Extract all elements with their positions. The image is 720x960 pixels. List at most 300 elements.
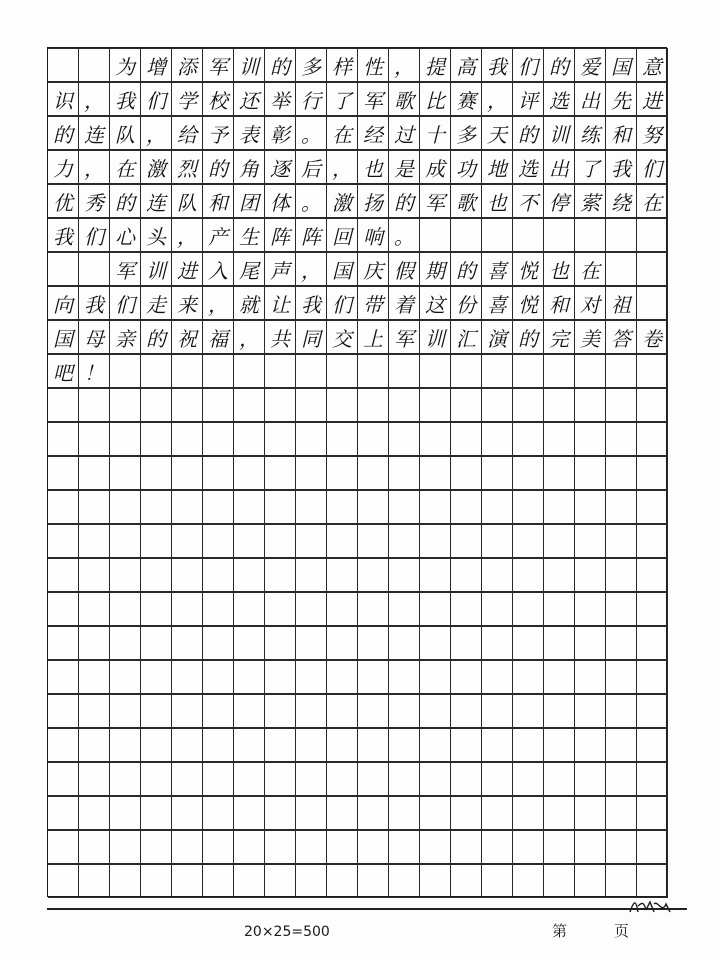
grid-cell xyxy=(141,830,172,864)
handwritten-char: 悦 xyxy=(518,292,538,317)
grid-cell xyxy=(451,218,482,252)
grid-cell xyxy=(110,626,141,660)
handwritten-char: 校 xyxy=(208,88,228,113)
handwritten-char: 军 xyxy=(115,258,135,283)
grid-cell xyxy=(544,558,575,592)
grid-cell xyxy=(110,218,141,252)
grid-cell xyxy=(575,626,606,660)
grid-cell xyxy=(327,762,358,796)
handwritten-char: 完 xyxy=(549,326,569,351)
handwritten-char: 和 xyxy=(208,190,228,215)
grid-cell xyxy=(327,660,358,694)
grid-cell xyxy=(513,116,544,150)
handwritten-char: 母 xyxy=(84,326,104,351)
grid-cell xyxy=(451,184,482,218)
grid-cell xyxy=(606,252,637,286)
grid-cell xyxy=(79,150,110,184)
grid-cell xyxy=(265,864,296,898)
handwritten-char: 扬 xyxy=(363,190,383,215)
grid-cell xyxy=(327,558,358,592)
grid-cell xyxy=(48,728,79,762)
grid-cell xyxy=(482,490,513,524)
handwritten-char: 识 xyxy=(53,88,73,113)
grid-cell xyxy=(141,796,172,830)
grid-cell xyxy=(203,762,234,796)
grid-cell xyxy=(482,558,513,592)
handwritten-char: 赛 xyxy=(456,88,476,113)
handwritten-char: 的 xyxy=(394,190,414,215)
grid-cell xyxy=(513,150,544,184)
grid-cell xyxy=(234,558,265,592)
grid-cell xyxy=(110,796,141,830)
handwritten-char: 为 xyxy=(115,54,135,79)
handwritten-char: 激 xyxy=(146,156,166,181)
grid-cell xyxy=(172,286,203,320)
grid-cell xyxy=(358,864,389,898)
grid-cell xyxy=(79,830,110,864)
grid-cell xyxy=(234,796,265,830)
grid-cell xyxy=(513,558,544,592)
grid-cell xyxy=(79,490,110,524)
grid-cell xyxy=(575,762,606,796)
handwritten-char: 来 xyxy=(177,292,197,317)
grid-cell xyxy=(451,762,482,796)
handwritten-char: ， xyxy=(487,88,507,113)
handwritten-char: 假 xyxy=(394,258,414,283)
handwritten-char: 亲 xyxy=(115,326,135,351)
grid-cell xyxy=(79,82,110,116)
grid-cell xyxy=(389,354,420,388)
grid-cell xyxy=(451,252,482,286)
grid-cell xyxy=(451,354,482,388)
handwritten-char: 军 xyxy=(363,88,383,113)
grid-cell xyxy=(327,864,358,898)
grid-cell xyxy=(544,864,575,898)
grid-cell xyxy=(482,524,513,558)
grid-cell xyxy=(544,48,575,82)
grid-cell xyxy=(296,456,327,490)
grid-cell xyxy=(544,150,575,184)
grid-cell xyxy=(637,864,668,898)
handwritten-char: 力 xyxy=(53,156,73,181)
grid-cell xyxy=(141,82,172,116)
grid-cell xyxy=(172,524,203,558)
grid-cell xyxy=(420,150,451,184)
grid-cell xyxy=(265,150,296,184)
grid-cell xyxy=(110,558,141,592)
grid-cell xyxy=(513,456,544,490)
handwritten-char: 练 xyxy=(580,122,600,147)
grid-cell xyxy=(327,48,358,82)
handwritten-char: 先 xyxy=(611,88,631,113)
handwritten-char: 选 xyxy=(549,88,569,113)
grid-cell xyxy=(544,116,575,150)
grid-cell xyxy=(234,184,265,218)
grid-cell xyxy=(358,286,389,320)
grid-cell xyxy=(482,218,513,252)
grid-cell xyxy=(389,456,420,490)
handwritten-char: 心 xyxy=(115,224,135,249)
page-prefix-label: 第 xyxy=(552,922,568,940)
handwritten-char: 我 xyxy=(53,224,73,249)
grid-cell xyxy=(358,48,389,82)
grid-cell xyxy=(606,694,637,728)
grid-cell xyxy=(606,456,637,490)
grid-row xyxy=(48,184,668,218)
grid-cell xyxy=(234,490,265,524)
grid-cell xyxy=(234,218,265,252)
handwritten-char: 了 xyxy=(580,156,600,181)
grid-cell xyxy=(420,286,451,320)
handwritten-char: 走 xyxy=(146,292,166,317)
grid-cell xyxy=(420,762,451,796)
grid-cell xyxy=(79,388,110,422)
handwritten-char: 队 xyxy=(177,190,197,215)
handwritten-char: 的 xyxy=(456,258,476,283)
grid-cell xyxy=(110,592,141,626)
grid-cell xyxy=(575,524,606,558)
handwritten-char: ， xyxy=(84,156,104,181)
grid-cell xyxy=(234,524,265,558)
grid-cell xyxy=(327,320,358,354)
grid-cell xyxy=(79,524,110,558)
handwritten-char: 成 xyxy=(425,156,445,181)
grid-cell xyxy=(637,490,668,524)
grid-cell xyxy=(451,796,482,830)
grid-cell xyxy=(420,184,451,218)
grid-cell xyxy=(544,490,575,524)
handwritten-char: 体 xyxy=(270,190,290,215)
grid-cell xyxy=(265,116,296,150)
grid-cell xyxy=(48,626,79,660)
grid-cell xyxy=(482,252,513,286)
handwritten-char: 悦 xyxy=(518,258,538,283)
grid-cell xyxy=(358,558,389,592)
handwritten-char: 评 xyxy=(518,88,538,113)
handwritten-char: 训 xyxy=(146,258,166,283)
grid-cell xyxy=(606,218,637,252)
grid-cell xyxy=(513,524,544,558)
grid-cell xyxy=(451,660,482,694)
grid-cell xyxy=(296,320,327,354)
grid-cell xyxy=(575,354,606,388)
grid-cell xyxy=(358,796,389,830)
grid-cell xyxy=(265,218,296,252)
grid-cell xyxy=(172,796,203,830)
handwritten-char: 比 xyxy=(425,88,445,113)
handwritten-char: 连 xyxy=(146,190,166,215)
grid-cell xyxy=(110,830,141,864)
handwritten-char: 也 xyxy=(487,190,507,215)
handwritten-char: 彰 xyxy=(270,122,290,147)
grid-cell xyxy=(48,864,79,898)
grid-cell xyxy=(110,422,141,456)
grid-cell xyxy=(482,796,513,830)
grid-cell xyxy=(79,558,110,592)
handwritten-char: 我 xyxy=(487,54,507,79)
handwritten-char: 美 xyxy=(580,326,600,351)
grid-cell xyxy=(358,490,389,524)
grid-cell xyxy=(327,252,358,286)
grid-cell xyxy=(203,286,234,320)
grid-cell xyxy=(327,184,358,218)
baseline-rule xyxy=(47,908,687,910)
handwritten-char: 国 xyxy=(53,326,73,351)
grid-cell xyxy=(420,218,451,252)
grid-cell xyxy=(296,830,327,864)
grid-cell xyxy=(79,320,110,354)
grid-cell xyxy=(606,558,637,592)
grid-cell xyxy=(482,48,513,82)
grid-cell xyxy=(48,320,79,354)
grid-cell xyxy=(48,422,79,456)
grid-cell xyxy=(203,116,234,150)
grid-cell xyxy=(606,864,637,898)
handwritten-char: 选 xyxy=(518,156,538,181)
grid-cell xyxy=(48,694,79,728)
handwritten-char: 响 xyxy=(363,224,383,249)
grid-cell xyxy=(79,626,110,660)
grid-cell xyxy=(606,388,637,422)
grid-cell xyxy=(575,422,606,456)
grid-cell xyxy=(482,864,513,898)
grid-cell xyxy=(389,592,420,626)
grid-cell xyxy=(544,422,575,456)
grid-cell xyxy=(327,422,358,456)
grid-cell xyxy=(172,422,203,456)
handwritten-char: 吧 xyxy=(53,360,73,385)
grid-cell xyxy=(203,660,234,694)
grid-cell xyxy=(420,354,451,388)
grid-cell xyxy=(606,524,637,558)
grid-cell xyxy=(606,116,637,150)
grid-cell xyxy=(234,82,265,116)
grid-cell xyxy=(265,456,296,490)
grid-cell xyxy=(48,524,79,558)
grid-cell xyxy=(358,82,389,116)
handwritten-char: 训 xyxy=(549,122,569,147)
grid-cell xyxy=(637,354,668,388)
handwritten-char: 训 xyxy=(425,326,445,351)
handwritten-char: 阵 xyxy=(270,224,290,249)
grid-cell xyxy=(79,728,110,762)
grid-cell xyxy=(203,354,234,388)
grid-cell xyxy=(544,762,575,796)
grid-cell xyxy=(420,422,451,456)
grid-cell xyxy=(544,728,575,762)
grid-row xyxy=(48,388,668,422)
handwritten-char: 地 xyxy=(487,156,507,181)
handwritten-char: 。 xyxy=(301,122,321,147)
grid-cell xyxy=(110,864,141,898)
handwritten-char: ， xyxy=(146,122,166,147)
grid-cell xyxy=(110,456,141,490)
grid-cell xyxy=(451,490,482,524)
grid-cell xyxy=(203,422,234,456)
grid-cell xyxy=(203,456,234,490)
grid-cell xyxy=(575,48,606,82)
grid-cell xyxy=(265,524,296,558)
handwritten-char: 们 xyxy=(518,54,538,79)
handwritten-char: 在 xyxy=(642,190,662,215)
grid-cell xyxy=(420,626,451,660)
handwritten-char: 生 xyxy=(239,224,259,249)
grid-cell xyxy=(606,354,637,388)
handwritten-char: 回 xyxy=(332,224,352,249)
grid-cell xyxy=(234,694,265,728)
grid-cell xyxy=(389,48,420,82)
grid-cell xyxy=(637,422,668,456)
grid-row xyxy=(48,150,668,184)
grid-cell xyxy=(389,660,420,694)
grid-cell xyxy=(48,796,79,830)
grid-row xyxy=(48,286,668,320)
grid-cell xyxy=(79,422,110,456)
grid-cell xyxy=(110,252,141,286)
grid-cell xyxy=(265,490,296,524)
grid-cell xyxy=(637,48,668,82)
handwritten-char: 国 xyxy=(611,54,631,79)
grid-cell xyxy=(110,490,141,524)
grid-cell xyxy=(451,116,482,150)
grid-row xyxy=(48,218,668,252)
grid-cell xyxy=(358,694,389,728)
handwritten-char: 在 xyxy=(580,258,600,283)
handwritten-char: ， xyxy=(84,88,104,113)
grid-cell xyxy=(110,150,141,184)
grid-cell xyxy=(48,184,79,218)
grid-cell xyxy=(203,218,234,252)
grid-cell xyxy=(420,796,451,830)
handwritten-char: 予 xyxy=(208,122,228,147)
handwritten-char: 答 xyxy=(611,326,631,351)
grid-cell xyxy=(451,422,482,456)
grid-cell xyxy=(203,558,234,592)
grid-cell xyxy=(296,388,327,422)
grid-cell xyxy=(48,82,79,116)
grid-cell xyxy=(389,490,420,524)
grid-cell xyxy=(420,252,451,286)
grid-cell xyxy=(327,728,358,762)
grid-cell xyxy=(606,626,637,660)
handwritten-char: ， xyxy=(208,292,228,317)
grid-cell xyxy=(79,218,110,252)
grid-cell xyxy=(48,762,79,796)
grid-cell xyxy=(327,286,358,320)
grid-cell xyxy=(296,218,327,252)
grid-cell xyxy=(234,354,265,388)
grid-cell xyxy=(389,694,420,728)
handwritten-char: 就 xyxy=(239,292,259,317)
grid-cell xyxy=(327,388,358,422)
handwritten-char: 秀 xyxy=(84,190,104,215)
handwritten-char: 共 xyxy=(270,326,290,351)
grid-cell xyxy=(172,490,203,524)
handwritten-char: 还 xyxy=(239,88,259,113)
handwritten-char: 提 xyxy=(425,54,445,79)
grid-cell xyxy=(482,762,513,796)
grid-cell xyxy=(606,660,637,694)
grid-row xyxy=(48,660,668,694)
grid-cell xyxy=(79,864,110,898)
grid-cell xyxy=(575,694,606,728)
grid-cell xyxy=(358,388,389,422)
grid-cell xyxy=(358,422,389,456)
grid-cell xyxy=(575,830,606,864)
handwritten-char: 也 xyxy=(549,258,569,283)
grid-cell xyxy=(513,48,544,82)
handwritten-char: 爱 xyxy=(580,54,600,79)
grid-cell xyxy=(203,184,234,218)
grid-cell xyxy=(544,354,575,388)
grid-cell xyxy=(327,592,358,626)
grid-cell xyxy=(637,796,668,830)
grid-cell xyxy=(482,82,513,116)
grid-cell xyxy=(482,354,513,388)
writing-grid xyxy=(47,47,667,897)
grid-cell xyxy=(482,422,513,456)
grid-cell xyxy=(234,150,265,184)
grid-cell xyxy=(327,218,358,252)
grid-cell xyxy=(575,82,606,116)
handwritten-char: 不 xyxy=(518,190,538,215)
grid-cell xyxy=(575,286,606,320)
grid-cell xyxy=(141,422,172,456)
grid-cell xyxy=(327,490,358,524)
handwritten-char: 学 xyxy=(177,88,197,113)
grid-cell xyxy=(234,830,265,864)
grid-cell xyxy=(575,592,606,626)
grid-cell xyxy=(637,320,668,354)
grid-cell xyxy=(296,252,327,286)
grid-cell xyxy=(110,320,141,354)
handwritten-char: 我 xyxy=(84,292,104,317)
grid-cell xyxy=(203,592,234,626)
grid-cell xyxy=(141,218,172,252)
grid-cell xyxy=(203,48,234,82)
grid-cell xyxy=(296,694,327,728)
grid-cell xyxy=(420,82,451,116)
grid-cell xyxy=(606,762,637,796)
grid-cell xyxy=(637,456,668,490)
grid-cell xyxy=(141,388,172,422)
grid-cell xyxy=(296,116,327,150)
grid-cell xyxy=(172,830,203,864)
grid-cell xyxy=(575,728,606,762)
handwritten-char: 出 xyxy=(549,156,569,181)
grid-cell xyxy=(79,116,110,150)
grid-cell xyxy=(172,82,203,116)
grid-cell xyxy=(482,830,513,864)
grid-cell xyxy=(389,218,420,252)
grid-cell xyxy=(637,150,668,184)
grid-cell xyxy=(265,592,296,626)
grid-cell xyxy=(637,728,668,762)
handwritten-char: 十 xyxy=(425,122,445,147)
grid-cell xyxy=(48,558,79,592)
grid-cell xyxy=(389,728,420,762)
grid-cell xyxy=(389,184,420,218)
grid-cell xyxy=(482,116,513,150)
grid-cell xyxy=(296,48,327,82)
grid-cell xyxy=(544,592,575,626)
grid-cell xyxy=(265,422,296,456)
grid-cell xyxy=(420,524,451,558)
grid-cell xyxy=(172,728,203,762)
grid-cell xyxy=(234,864,265,898)
grid-cell xyxy=(265,354,296,388)
grid-cell xyxy=(265,82,296,116)
